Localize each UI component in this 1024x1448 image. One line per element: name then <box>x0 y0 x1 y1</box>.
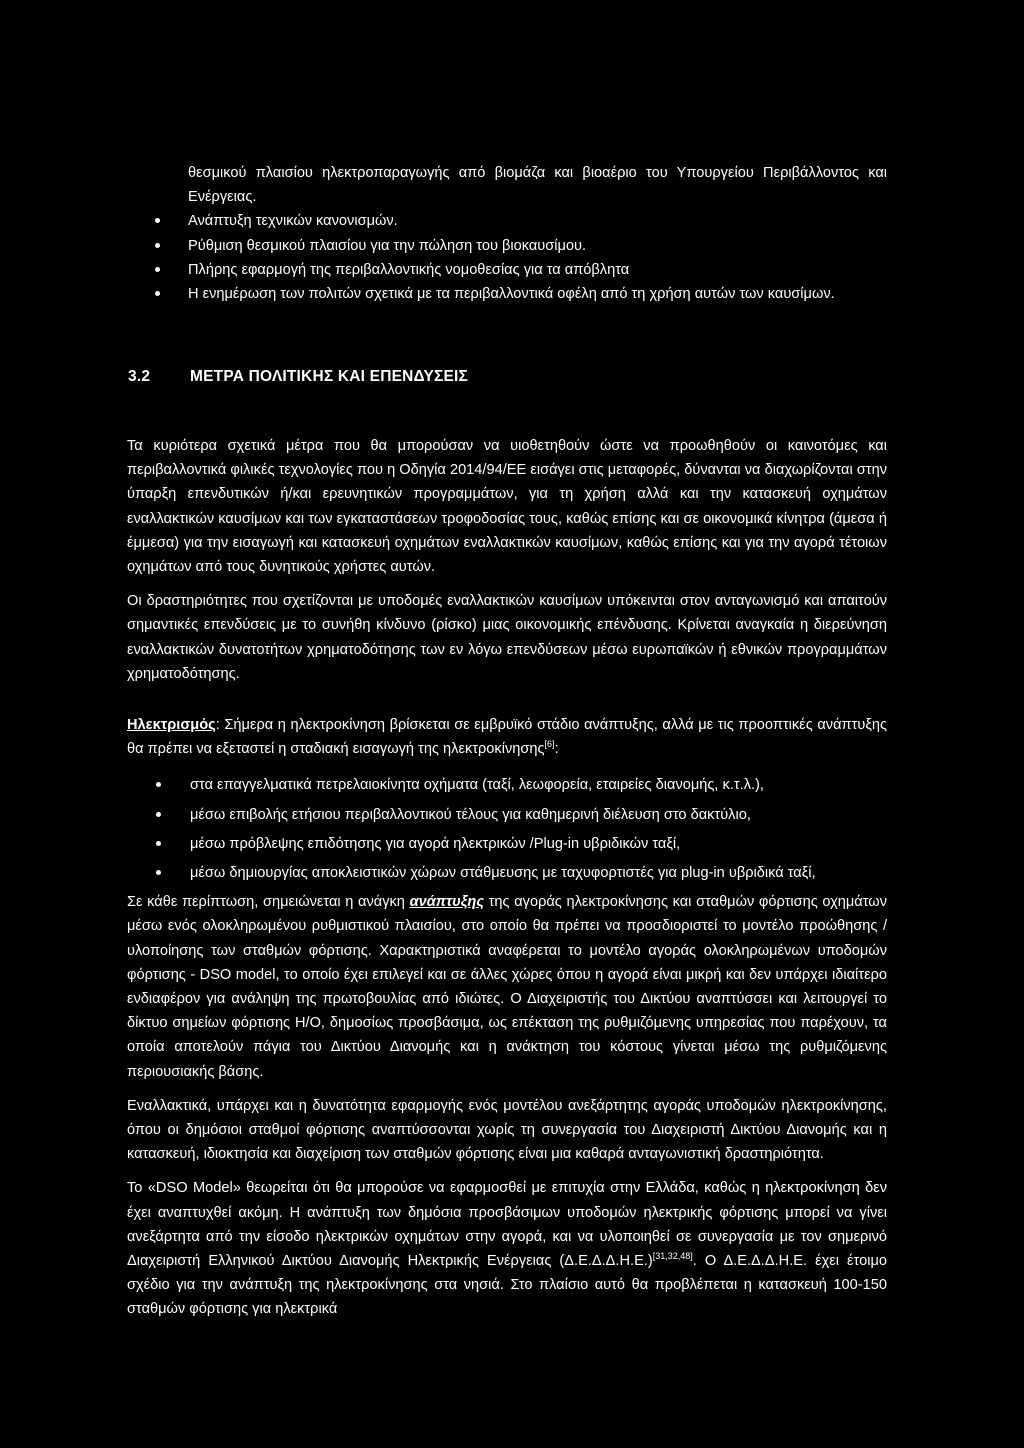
paragraph: Εναλλακτικά, υπάρχει και η δυνατότητα εφαρμογής ενός μοντέλου ανεξάρτητης αγοράς υποδομών ηλεκτροκίνησης, όπου οι δημόσιοι σταθμοί φόρτισης αναπτύσσονται χωρίς τη συνεργασία του Διαχειριστή Δικτύου Διανομής και η κατασκευή, ιδιοκτησία και διαχείριση των σταθμών φόρτισης είναι μια καθαρά ανταγωνιστική δραστηριότητα. <box>127 1097 887 1163</box>
bullet-icon <box>155 291 160 296</box>
emphasis-text: ανάπτυξης <box>409 894 485 911</box>
section-title: ΜΕΤΡΑ ΠΟΛΙΤΙΚΗΣ ΚΑΙ ΕΠΕΝΔΥΣΕΙΣ <box>190 368 469 385</box>
section-heading <box>128 368 468 386</box>
bullet-icon <box>156 812 161 817</box>
electricity-intro-paragraph: Ηλεκτρισμός: Σήμερα η ηλεκτροκίνηση βρίσκεται σε εμβρυϊκό στάδιο ανάπτυξης, αλλά με τις προοπτικές ανάπτυξης θα πρέπει να εξεταστεί η σταδιακή εισαγωγή της ηλεκτροκίνησης[6]: <box>127 717 887 758</box>
list-item: μέσω επιβολής ετήσιου περιβαλλοντικού τέλους για καθημερινή διέλευση στο δακτύλιο, <box>127 803 887 827</box>
paragraph: Το «DSO Model» θεωρείται ότι θα μπορούσε να εφαρμοσθεί με επιτυχία στην Ελλάδα, καθώς η ηλεκτροκίνηση δεν έχει αναπτυχθεί ακόμη. Η ανάπτυξη των δημόσια προσβάσιμων υποδομών ηλεκτρικής φόρτισης μπορεί να γίνει ανεξάρτητα από την είσοδο ηλεκτρικών οχημάτων στην αγορά, και να υλοποιηθεί σε συνεργασία με τον σημερινό Διαχειριστή Ελληνικού Δικτύου Διανομής Ηλεκτρικής Ενέργειας (Δ.Ε.Δ.Δ.Η.Ε.)[31,32,48]. Ο Δ.Ε.Δ.Δ.Η.Ε. έχει έτοιμο σχέδιο για την ανάπτυξη της ηλεκτροκίνησης στα νησιά. Στο πλαίσιο αυτό θα προβλέπεται η κατασκευή 100-150 σταθμών φόρτισης για ηλεκτρικά <box>127 1180 887 1318</box>
list-item: Ρύθμιση θεσμικού πλαισίου για την πώληση του βιοκαυσίμου. <box>127 234 887 258</box>
electricity-bullet-list <box>127 773 887 885</box>
bullet-icon <box>155 218 160 223</box>
bullet-icon <box>156 841 161 846</box>
bullet-icon <box>156 782 161 787</box>
list-item: Ανάπτυξη τεχνικών κανονισμών. <box>127 209 887 233</box>
reference-marker: [6] <box>544 739 555 750</box>
paragraph: Οι δραστηριότητες που σχετίζονται με υποδομές εναλλακτικών καυσίμων υπόκεινται στον ανταγωνισμό και απαιτούν σημαντικές επενδύσεις με το συνήθη κίνδυνο (ρίσκο) μιας οικονομικής επένδυσης. Κρίνεται αναγκαία η διερεύνηση εναλλακτικών δυνατοτήτων χρηματοδότησης των εν λόγω επενδύσεων μέσω ευρωπαϊκών ή εθνικών προγραμμάτων χρηματοδότησης. <box>127 593 887 682</box>
reference-marker: [31,32,48] <box>652 1251 693 1262</box>
top-bullet-list <box>127 209 887 306</box>
list-item: Η ενημέρωση των πολιτών σχετικά με τα περιβαλλοντικά οφέλη από τη χρήση αυτών των καυσίμων. <box>127 282 887 306</box>
electricity-section <box>127 713 887 1331</box>
section-number: 3.2 <box>128 368 151 385</box>
top-list-block <box>127 161 887 306</box>
list-item: μέσω πρόβλεψης επιδότησης για αγορά ηλεκτρικών /Plug-in υβριδικών ταξί, <box>127 832 887 856</box>
list-item: Πλήρης εφαρμογή της περιβαλλοντικής νομοθεσίας για τα απόβλητα <box>127 258 887 282</box>
bullet-icon <box>156 870 161 875</box>
electricity-label: Ηλεκτρισμός <box>127 717 216 733</box>
bullet-icon <box>155 243 160 248</box>
list-item: μέσω δημιουργίας αποκλειστικών χώρων στάθμευσης με ταχυφορτιστές για plug-in υβριδικά ταξί, <box>127 861 887 885</box>
body-text-block <box>127 434 887 695</box>
paragraph: Τα κυριότερα σχετικά μέτρα που θα μπορούσαν να υιοθετηθούν ώστε να προωθηθούν οι καινοτόμες και περιβαλλοντικά φιλικές τεχνολογίες που η Οδηγία 2014/94/ΕΕ εισάγει στις μεταφορές, δύνανται να διαχωρίζονται στην ύπαρξη επενδυτικών ή/και ερευνητικών προγραμμάτων, για τη χρήση αλλά και την κατασκευή οχημάτων εναλλακτικών καυσίμων και των εγκαταστάσεων τροφοδοσίας τους, καθώς επίσης και σε οικονομικά κίνητρα (άμεσα ή έμμεσα) για την εισαγωγή και κατασκευή οχημάτων εναλλακτικών καυσίμων, καθώς επίσης και για την αγορά τέτοιων οχημάτων από τους δυνητικούς χρήστες αυτών. <box>127 438 887 576</box>
list-continuation-text: θεσμικού πλαισίου ηλεκτροπαραγωγής από βιομάζα και βιοαέριο του Υπουργείου Περιβάλλοντος και Ενέργειας. <box>188 165 887 206</box>
list-item: στα επαγγελματικά πετρελαιοκίνητα οχήματα (ταξί, λεωφορεία, εταιρείες διανομής, κ.τ.λ.), <box>127 773 887 797</box>
paragraph: Σε κάθε περίπτωση, σημειώνεται η ανάγκη ανάπτυξης της αγοράς ηλεκτροκίνησης και σταθμών φόρτισης οχημάτων μέσω ενός ολοκληρωμένου ρυθμιστικού πλαισίου, στο οποίο θα πρέπει να προσδιοριστεί το μοντέλο προώθησης / υλοποίησης των σταθμών φόρτισης. Χαρακτηριστικά αναφέρεται το μοντέλο αγοράς ολοκληρωμένων υποδομών φόρτισης - DSO model, το οποίο έχει επιλεγεί και σε άλλες χώρες όπου η αγορά είναι μικρή και δεν υπάρχει ιδιαίτερο ενδιαφέρον για ανάληψη της πρωτοβουλίας από ιδιώτες. Ο Διαχειριστής του Δικτύου αναπτύσσει και λειτουργεί το δίκτυο σημείων φόρτισης Η/Ο, δημοσίως προσβάσιμα, ως επέκταση της ρυθμιζόμενης υπηρεσίας που παρέχουν, τα οποία αποτελούν πάγια του Δικτύου Διανομής και η ανάκτηση του κόστους γίνεται μέσω της ρυθμιζόμενης περιουσιακής βάσης. <box>127 894 887 1080</box>
bullet-icon <box>155 267 160 272</box>
